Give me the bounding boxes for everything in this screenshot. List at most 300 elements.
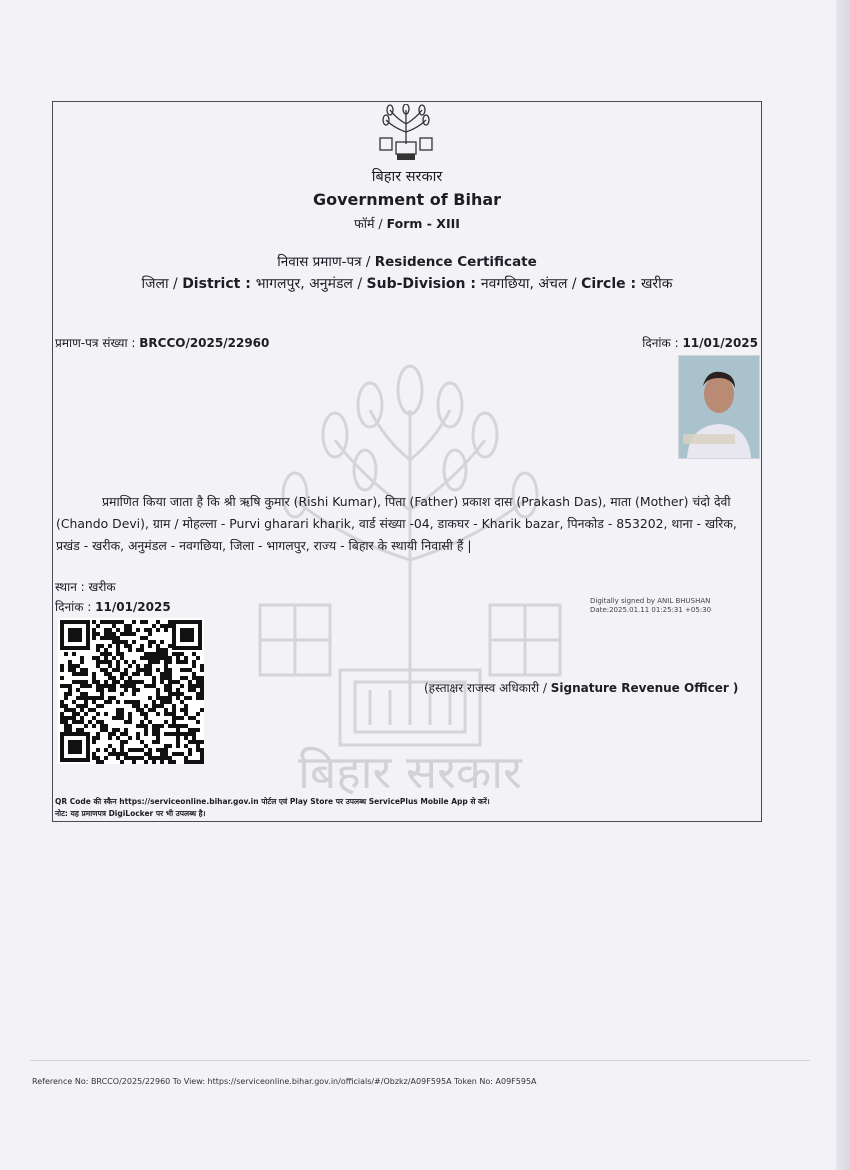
qr-module xyxy=(184,756,188,760)
qr-module xyxy=(116,680,120,684)
qr-module xyxy=(156,748,160,752)
qr-module xyxy=(160,724,164,728)
qr-module xyxy=(200,740,204,744)
qr-module xyxy=(100,668,104,672)
qr-module xyxy=(96,688,100,692)
qr-module xyxy=(112,680,116,684)
qr-module xyxy=(100,696,104,700)
qr-module xyxy=(140,636,144,640)
qr-module xyxy=(116,668,120,672)
qr-module xyxy=(164,664,168,668)
qr-module xyxy=(128,676,132,680)
qr-module xyxy=(196,760,200,764)
qr-module xyxy=(160,760,164,764)
qr-module xyxy=(168,668,172,672)
qr-module xyxy=(196,744,200,748)
qr-module xyxy=(116,652,120,656)
qr-module xyxy=(68,692,72,696)
signature-label-hindi: (हस्ताक्षर राजस्व अधिकारी / xyxy=(424,681,551,695)
qr-module xyxy=(128,664,132,668)
qr-module xyxy=(168,684,172,688)
qr-module xyxy=(168,660,172,664)
form-number xyxy=(52,215,762,232)
qr-module xyxy=(100,688,104,692)
qr-module xyxy=(92,700,96,704)
qr-module xyxy=(144,712,148,716)
qr-module xyxy=(108,676,112,680)
qr-module xyxy=(112,688,116,692)
qr-module xyxy=(92,740,96,744)
qr-module xyxy=(80,672,84,676)
qr-module xyxy=(120,620,124,624)
qr-module xyxy=(80,720,84,724)
qr-module xyxy=(188,684,192,688)
qr-module xyxy=(200,680,204,684)
qr-module xyxy=(144,664,148,668)
qr-module xyxy=(128,712,132,716)
qr-module xyxy=(76,728,80,732)
qr-module xyxy=(196,728,200,732)
form-label-hindi: फॉर्म / xyxy=(354,216,387,231)
qr-module xyxy=(84,700,88,704)
qr-module xyxy=(92,708,96,712)
qr-module xyxy=(192,728,196,732)
qr-module xyxy=(60,700,64,704)
qr-module xyxy=(164,624,168,628)
qr-module xyxy=(96,720,100,724)
qr-module xyxy=(188,752,192,756)
qr-module xyxy=(184,696,188,700)
qr-module xyxy=(176,688,180,692)
qr-module xyxy=(100,620,104,624)
qr-module xyxy=(148,660,152,664)
qr-module xyxy=(188,748,192,752)
qr-module xyxy=(156,740,160,744)
qr-module xyxy=(72,664,76,668)
qr-module xyxy=(108,660,112,664)
qr-module xyxy=(180,724,184,728)
qr-module xyxy=(120,744,124,748)
qr-module xyxy=(96,680,100,684)
qr-module xyxy=(192,672,196,676)
qr-module xyxy=(144,628,148,632)
qr-module xyxy=(120,716,124,720)
qr-module xyxy=(104,660,108,664)
certificate-body: प्रमाणित किया जाता है कि श्री ऋषि कुमार (Rishi Kumar), पिता (Father) प्रकाश दास (Prakash Das), माता (Mother) चंदो देवी (Chando Devi), ग्राम / मोहल्ला - Purvi gharari kharik, वार्ड संख्या -04, डाकघर - Kharik bazar, पिनकोड - 853202, थाना - खरिक, प्रखंड - खरीक, अनुमंडल - नवगछिया, जिला - भागलपुर, राज्य - बिहार के स्थायी निवासी हैं | xyxy=(56,494,737,553)
qr-module xyxy=(108,664,112,668)
qr-module xyxy=(168,620,172,624)
qr-module xyxy=(108,752,112,756)
qr-module xyxy=(164,628,168,632)
qr-module xyxy=(140,620,144,624)
qr-module xyxy=(200,676,204,680)
qr-module xyxy=(124,740,128,744)
issue-date-label: दिनांक : xyxy=(642,336,683,350)
certificate-number xyxy=(55,334,269,351)
qr-module xyxy=(168,644,172,648)
qr-module xyxy=(136,664,140,668)
qr-module xyxy=(164,720,168,724)
qr-module xyxy=(96,712,100,716)
qr-module xyxy=(128,680,132,684)
qr-module xyxy=(120,708,124,712)
qr-module xyxy=(172,712,176,716)
qr-module xyxy=(144,760,148,764)
qr-module xyxy=(140,740,144,744)
qr-module xyxy=(68,716,72,720)
qr-module xyxy=(144,752,148,756)
qr-module xyxy=(196,684,200,688)
qr-module xyxy=(112,696,116,700)
qr-module xyxy=(136,628,140,632)
qr-module xyxy=(64,692,68,696)
qr-module xyxy=(156,656,160,660)
qr-module xyxy=(176,696,180,700)
qr-module xyxy=(68,660,72,664)
qr-module xyxy=(104,684,108,688)
issue-date xyxy=(642,334,758,351)
qr-module xyxy=(160,640,164,644)
qr-module xyxy=(164,676,168,680)
qr-module xyxy=(116,620,120,624)
qr-module xyxy=(60,668,64,672)
qr-module xyxy=(180,676,184,680)
qr-module xyxy=(120,632,124,636)
qr-module xyxy=(100,760,104,764)
qr-module xyxy=(164,752,168,756)
qr-module xyxy=(200,684,204,688)
qr-module xyxy=(128,756,132,760)
qr-module xyxy=(156,652,160,656)
qr-module xyxy=(112,620,116,624)
qr-module xyxy=(168,700,172,704)
qr-module xyxy=(124,728,128,732)
qr-module xyxy=(168,676,172,680)
signature-label-english: Signature Revenue Officer ) xyxy=(550,681,739,695)
qr-module xyxy=(188,696,192,700)
qr-module xyxy=(168,732,172,736)
qr-module xyxy=(192,652,196,656)
qr-module xyxy=(176,656,180,660)
qr-module xyxy=(64,716,68,720)
qr-module xyxy=(148,652,152,656)
qr-module xyxy=(92,724,96,728)
qr-module xyxy=(112,640,116,644)
qr-module xyxy=(136,756,140,760)
qr-module xyxy=(160,752,164,756)
qr-module xyxy=(168,672,172,676)
qr-module xyxy=(64,704,68,708)
qr-module xyxy=(64,708,68,712)
qr-module xyxy=(136,668,140,672)
qr-module xyxy=(128,684,132,688)
qr-module xyxy=(68,688,72,692)
qr-module xyxy=(112,748,116,752)
qr-module xyxy=(84,712,88,716)
qr-module xyxy=(132,680,136,684)
form-label-english: Form - XIII xyxy=(386,216,460,231)
qr-module xyxy=(168,744,172,748)
qr-module xyxy=(96,732,100,736)
qr-module xyxy=(192,660,196,664)
qr-module xyxy=(200,692,204,696)
qr-module xyxy=(156,732,160,736)
qr-module xyxy=(196,712,200,716)
qr-module xyxy=(136,680,140,684)
qr-module xyxy=(124,624,128,628)
qr-module xyxy=(100,636,104,640)
qr-module xyxy=(168,712,172,716)
qr-module xyxy=(80,708,84,712)
qr-module xyxy=(144,656,148,660)
qr-module xyxy=(136,748,140,752)
qr-module xyxy=(80,668,84,672)
qr-module xyxy=(160,680,164,684)
certificate-number-label: प्रमाण-पत्र संख्या : xyxy=(55,336,140,350)
qr-module xyxy=(188,688,192,692)
qr-module xyxy=(152,732,156,736)
qr-module xyxy=(156,756,160,760)
qr-module xyxy=(148,628,152,632)
qr-module xyxy=(84,680,88,684)
subdivision-label: Sub-Division : xyxy=(366,276,481,292)
qr-module xyxy=(112,656,116,660)
qr-module xyxy=(120,748,124,752)
qr-module xyxy=(120,692,124,696)
qr-module xyxy=(180,660,184,664)
qr-module xyxy=(160,700,164,704)
qr-module xyxy=(156,668,160,672)
qr-module xyxy=(76,672,80,676)
qr-module xyxy=(140,720,144,724)
qr-module xyxy=(104,700,108,704)
qr-module xyxy=(120,652,124,656)
qr-module xyxy=(80,692,84,696)
qr-note-line-2: नोट: यह प्रमाणपत्र DigiLocker पर भी उपलब्ध है। xyxy=(55,809,206,818)
qr-module xyxy=(104,636,108,640)
qr-module xyxy=(160,748,164,752)
qr-module xyxy=(176,732,180,736)
qr-module xyxy=(152,660,156,664)
qr-module xyxy=(164,708,168,712)
qr-module xyxy=(84,684,88,688)
qr-module xyxy=(132,692,136,696)
qr-module xyxy=(136,736,140,740)
qr-module xyxy=(76,688,80,692)
qr-module xyxy=(184,676,188,680)
qr-module xyxy=(156,724,160,728)
qr-module xyxy=(136,732,140,736)
qr-module xyxy=(132,632,136,636)
qr-module xyxy=(168,696,172,700)
qr-module xyxy=(104,656,108,660)
qr-module xyxy=(72,700,76,704)
qr-module xyxy=(104,620,108,624)
qr-module xyxy=(152,728,156,732)
qr-module xyxy=(116,640,120,644)
qr-module xyxy=(188,728,192,732)
qr-module xyxy=(92,636,96,640)
qr-module xyxy=(144,668,148,672)
qr-module xyxy=(192,676,196,680)
qr-module xyxy=(180,716,184,720)
qr-module xyxy=(156,712,160,716)
qr-module xyxy=(76,720,80,724)
qr-module xyxy=(188,732,192,736)
qr-module xyxy=(156,648,160,652)
qr-module xyxy=(168,724,172,728)
qr-module xyxy=(144,620,148,624)
qr-module xyxy=(68,724,72,728)
qr-module xyxy=(160,676,164,680)
qr-module xyxy=(132,620,136,624)
qr-module xyxy=(100,728,104,732)
qr-module xyxy=(144,684,148,688)
qr-module xyxy=(96,648,100,652)
qr-module xyxy=(80,656,84,660)
qr-module xyxy=(164,688,168,692)
qr-module xyxy=(196,656,200,660)
qr-module xyxy=(92,632,96,636)
qr-module xyxy=(164,652,168,656)
qr-module xyxy=(188,740,192,744)
qr-module xyxy=(124,756,128,760)
qr-module xyxy=(92,656,96,660)
qr-module xyxy=(184,704,188,708)
qr-module xyxy=(152,756,156,760)
qr-module xyxy=(96,684,100,688)
qr-module xyxy=(192,664,196,668)
district-label-english: District : xyxy=(182,276,256,292)
qr-module xyxy=(120,672,124,676)
qr-module xyxy=(116,712,120,716)
qr-module xyxy=(188,716,192,720)
qr-module xyxy=(84,672,88,676)
qr-module xyxy=(172,692,176,696)
qr-module xyxy=(136,688,140,692)
signing-date-label: दिनांक : xyxy=(55,600,96,614)
qr-module xyxy=(104,724,108,728)
qr-module xyxy=(112,636,116,640)
qr-module xyxy=(64,720,68,724)
qr-module xyxy=(120,676,124,680)
place-label: स्थान : xyxy=(55,580,89,594)
qr-module xyxy=(116,664,120,668)
qr-module xyxy=(108,672,112,676)
qr-module xyxy=(152,700,156,704)
qr-module xyxy=(76,712,80,716)
qr-module xyxy=(132,640,136,644)
qr-module xyxy=(184,724,188,728)
qr-module xyxy=(92,680,96,684)
govt-title-english: Government of Bihar xyxy=(312,190,502,209)
qr-module xyxy=(184,712,188,716)
qr-module xyxy=(72,720,76,724)
qr-module xyxy=(128,736,132,740)
qr-module xyxy=(128,624,132,628)
qr-module xyxy=(172,652,176,656)
qr-module xyxy=(128,632,132,636)
qr-module xyxy=(168,688,172,692)
qr-module xyxy=(140,680,144,684)
place-value: खरीक xyxy=(88,580,116,594)
qr-module xyxy=(124,700,128,704)
qr-module xyxy=(124,660,128,664)
qr-module xyxy=(192,688,196,692)
qr-module xyxy=(148,708,152,712)
qr-module xyxy=(84,724,88,728)
qr-module xyxy=(148,720,152,724)
qr-module xyxy=(92,620,96,624)
qr-module xyxy=(116,700,120,704)
qr-module xyxy=(200,708,204,712)
qr-module xyxy=(84,704,88,708)
qr-module xyxy=(184,736,188,740)
qr-module xyxy=(176,740,180,744)
qr-module xyxy=(196,748,200,752)
qr-module xyxy=(60,684,64,688)
qr-module xyxy=(124,668,128,672)
qr-module xyxy=(168,680,172,684)
qr-module xyxy=(92,676,96,680)
qr-module xyxy=(156,728,160,732)
qr-module xyxy=(128,720,132,724)
qr-module xyxy=(88,720,92,724)
qr-module xyxy=(112,684,116,688)
qr-module xyxy=(176,728,180,732)
qr-module xyxy=(164,732,168,736)
qr-module xyxy=(96,644,100,648)
qr-module xyxy=(108,620,112,624)
qr-module xyxy=(168,760,172,764)
qr-module xyxy=(128,644,132,648)
qr-module xyxy=(116,716,120,720)
qr-module xyxy=(104,712,108,716)
qr-module xyxy=(200,752,204,756)
qr-module xyxy=(148,668,152,672)
qr-module xyxy=(88,696,92,700)
qr-module xyxy=(184,708,188,712)
qr-module xyxy=(168,692,172,696)
qr-module xyxy=(160,656,164,660)
qr-module xyxy=(116,756,120,760)
qr-module xyxy=(96,736,100,740)
qr-module xyxy=(196,676,200,680)
qr-module xyxy=(144,732,148,736)
qr-module xyxy=(172,680,176,684)
certificate-type-hindi: निवास प्रमाण-पत्र / xyxy=(277,254,375,270)
qr-module xyxy=(112,728,116,732)
qr-module xyxy=(120,684,124,688)
jurisdiction-line xyxy=(52,274,762,293)
qr-module xyxy=(108,732,112,736)
qr-note xyxy=(55,796,490,820)
qr-module xyxy=(140,712,144,716)
qr-module xyxy=(168,756,172,760)
qr-module xyxy=(120,656,124,660)
qr-module xyxy=(116,628,120,632)
qr-note-line-1: QR Code की स्कैन https://serviceonline.bihar.gov.in पोर्टल एवं Play Store पर उपलब्ध ServicePlus Mobile App से करें। xyxy=(55,797,490,806)
qr-module xyxy=(104,652,108,656)
qr-module xyxy=(144,636,148,640)
qr-module xyxy=(184,656,188,660)
qr-module xyxy=(200,688,204,692)
qr-module xyxy=(120,752,124,756)
qr-module xyxy=(200,760,204,764)
digital-signature-date: Date:2025.01.11 01:25:31 +05:30 xyxy=(590,606,712,614)
qr-module xyxy=(76,680,80,684)
govt-title-hindi: बिहार सरकार xyxy=(371,169,443,185)
